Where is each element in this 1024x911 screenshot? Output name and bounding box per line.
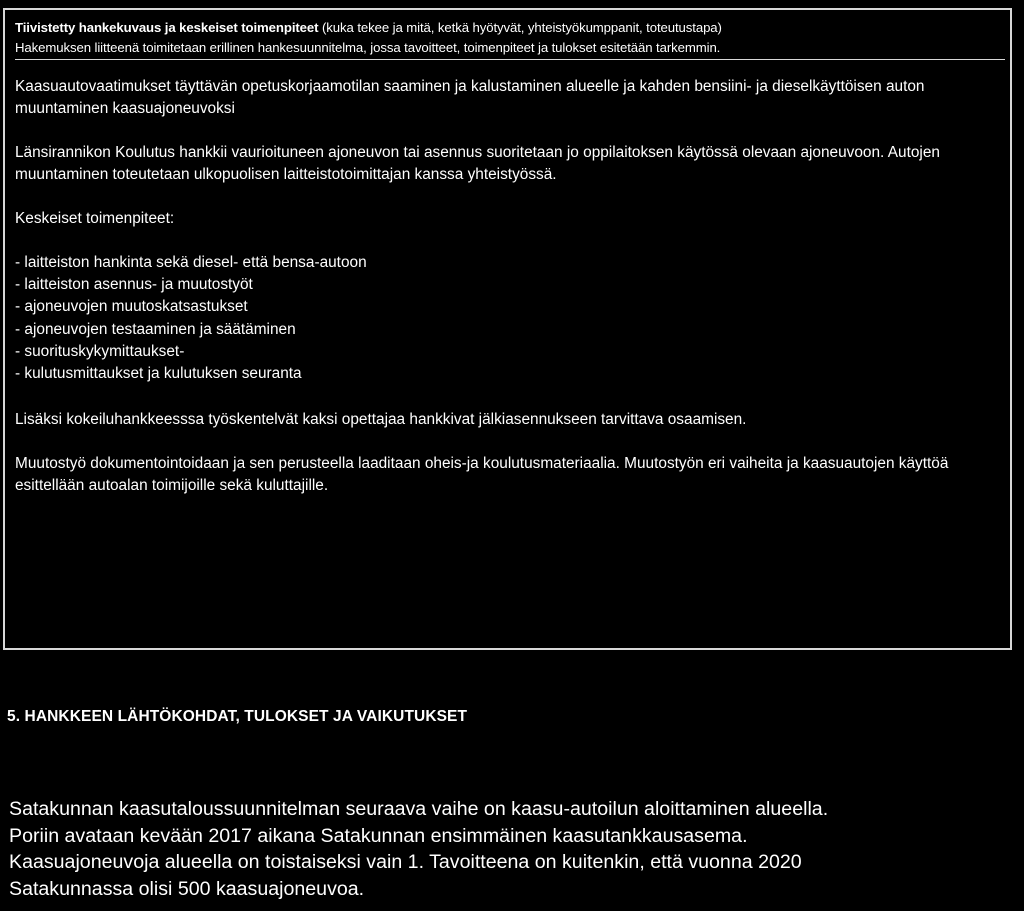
box-header: [15, 18, 1005, 60]
list-item: - suorituskykymittaukset-: [15, 342, 185, 360]
box-header-instructions: [15, 18, 1005, 38]
list-item: - kulutusmittaukset ja kulutuksen seuranta: [15, 365, 302, 383]
list-item: - ajoneuvojen muutoskatsastukset: [15, 298, 248, 316]
keskeiset-label: Keskeiset toimenpiteet:: [15, 210, 175, 227]
list-item: - ajoneuvojen testaaminen ja säätäminen: [15, 320, 296, 338]
section-text-line: Satakunnan kaasutaloussuunnitelman seuraava vaihe on kaasu-autoilun aloittaminen alueella.: [9, 798, 829, 820]
koulutus-paragraph: Länsirannikon Koulutus hankkii vaurioituneen ajoneuvon tai asennus suoritetaan jo oppilaitoksen käytössä olevaan ajoneuvoon. Autojen muuntaminen toteutetaan ulkopuolisen laitteistotoimittajan kanssa yhteistyössä.: [15, 144, 940, 183]
toimenpiteet-list: [15, 252, 1005, 385]
list-item: - laitteiston asennus- ja muutostyöt: [15, 276, 253, 294]
lisaksi-paragraph: Lisäksi kokeiluhankkeesssa työskentelvät kaksi opettajaa hankkivat jälkiasennukseen tarvittava osaamisen.: [15, 411, 747, 429]
section-text-line: Kaasuajoneuvoja alueella on toistaiseksi vain 1. Tavoitteena on kuitenkin, että vuonna 2020: [9, 851, 802, 873]
project-description-box: [3, 8, 1012, 650]
section-body: [9, 796, 1014, 902]
intro-paragraph: Kaasuautovaatimukset täyttävän opetuskorjaamotilan saaminen ja kalustaminen alueelle ja kahden bensiini- ja dieselkäyttöisen auton muuntaminen kaasuajoneuvoksi: [15, 78, 925, 117]
list-item: - laitteiston hankinta sekä diesel- että bensa-autoon: [15, 254, 367, 271]
muutostyo-paragraph: Muutostyö dokumentointoidaan ja sen perusteella laaditaan oheis-ja koulutusmateriaalia. Muutostyön eri vaiheita ja kaasuautojen käyttöä esittellään autoalan toimijoille sekä kuluttajille.: [15, 455, 949, 495]
box-header-title: Tiivistetty hankekuvaus ja keskeiset toimenpiteet: [15, 20, 319, 35]
box-header-hint: (kuka tekee ja mitä, ketkä hyötyvät, yhteistyökumppanit, toteutustapa): [318, 20, 722, 35]
section-text-line: Poriin avataan kevään 2017 aikana Satakunnan ensimmäinen kaasutankkausasema.: [9, 824, 748, 847]
box-header-note: Hakemuksen liitteenä toimitetaan erillinen hankesuunnitelma, jossa tavoitteet, toimenpiteet ja tulokset esitetään tarkemmin.: [15, 38, 1005, 60]
box-body: [15, 76, 1005, 497]
section-text-line: Satakunnassa olisi 500 kaasuajoneuvoa.: [9, 877, 365, 900]
section-heading: 5. HANKKEEN LÄHTÖKOHDAT, TULOKSET JA VAIKUTUKSET: [7, 708, 468, 725]
